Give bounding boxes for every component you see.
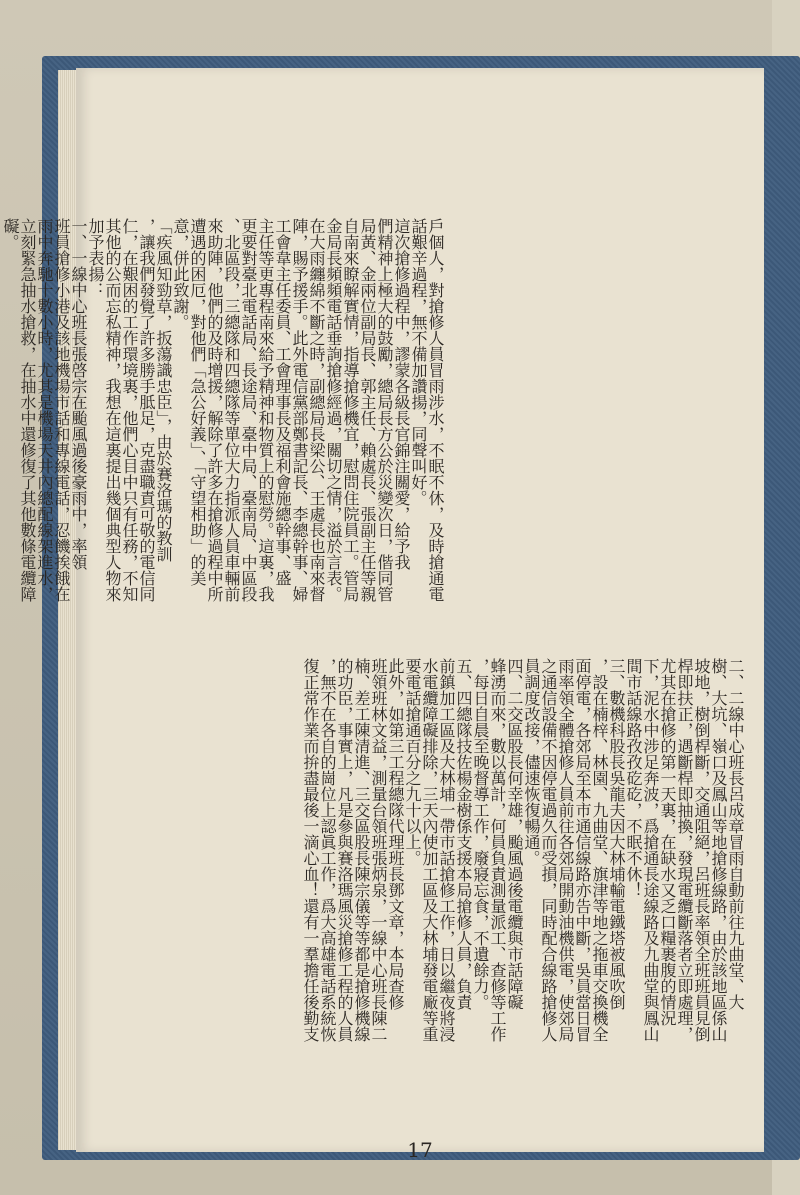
text-line: 水電纜障礙排除，三天內使加工區及大林埔發電廠等重 bbox=[420, 658, 439, 1042]
text-line: ，每日自晨至晚督導工作，廢寢忘食，不遺餘力。 bbox=[471, 658, 490, 1010]
text-line: 要電話搶通百分之九十以上。 bbox=[403, 658, 422, 866]
text-line: 尤其在搶修的第一天裏，在缺水又乏口糧裹腹的情況 bbox=[658, 658, 677, 1026]
text-line: ，無不在各自的崗位上認眞工作，爲大高雄電話系統恢 bbox=[318, 658, 337, 1042]
text-line: 面停電，各郊局至本市通信線路亦告中斷，吳員當日冒 bbox=[573, 658, 592, 1042]
text-line: 其他的公而忘私精神，我想在這裏提出幾個典型人物來 bbox=[103, 218, 122, 602]
text-line: 在大雨纏綿不斷之時，副總局長梁公、王處長也南來督 bbox=[307, 218, 326, 602]
text-line: 陣，賜予援手。此外電信黨部鄭書記長、李總幹事、婦 bbox=[290, 218, 309, 602]
text-line: 二、二線中心班長呂成章冒雨自動前往九曲堂、大 bbox=[726, 658, 745, 1010]
text-line: 更要對臺北電話局、長途局、臺中局、臺南局、中區段 bbox=[239, 218, 258, 602]
text-line: 前鎮加工區及大林埔一帶市話搶修工作，日以繼夜將浸 bbox=[437, 658, 456, 1042]
text-line: 坡地，樹倒桿斷，交通阻絕，呂班長率領全班班員見倒 bbox=[692, 658, 711, 1042]
text-line: 這次搶修過程中，謬蒙各級長官錦注關愛，給予我 bbox=[392, 218, 411, 570]
text-line: 雨率領全體搶修人員前往各郊局開動油機供電，使郊局 bbox=[556, 658, 575, 1042]
text-line: 四、二交區股長何幸雄，颱風過後電纜與市話障礙 bbox=[505, 658, 524, 1010]
text-line: ，讓我們發覺了許多勝手胝足，克盡職責可敬的電信同 bbox=[137, 218, 156, 602]
text-line: 的功臣，事實上，凡是參與賽洛瑪風災搶修工程的人員 bbox=[335, 658, 354, 1042]
right-text-block bbox=[301, 658, 745, 1078]
left-text-block bbox=[1, 218, 445, 638]
text-line: 立刻緊急抽水搶救，在抽水中還修復了其他數條電纜障 bbox=[18, 218, 37, 602]
text-line: 蜂湧而來，數以萬計，何員負責測量派工、查修等工作 bbox=[488, 658, 507, 1042]
page-number: 17 bbox=[407, 1138, 433, 1162]
text-line: 五、四總隊技佐楊金樹係支援本局搶修人員，負責 bbox=[454, 658, 473, 1010]
text-line: 楠、差工陳清進、三交區股長陳宗儀等等都是搶修機線 bbox=[352, 658, 371, 1042]
text-line: 、北區段，三總隊和四總隊等單位大力指派人員車輛前 bbox=[222, 218, 241, 602]
text-line: 之通信設備不因停電過久而受損，同時配合線路搶修人 bbox=[539, 658, 558, 1042]
text-line: 「疾風知勁草，扳蕩識忠臣」，由於賽洛瑪的教訓 bbox=[154, 218, 173, 562]
text-line: 話艱辛過程，無不備加讚揚，同聲叫好。 bbox=[409, 218, 428, 506]
text-line: 們精神上極大的鼓勵，總局長方公於災變次日，偕同管 bbox=[375, 218, 394, 602]
text-line: 仁，在艱困的工作環境裏，他們心目中只有任務，不知 bbox=[120, 218, 139, 602]
text-line: 樹、大坑、嶺口及鳳山等地搶修線路，由於該地區係山 bbox=[709, 658, 728, 1042]
text-line: 員調度改接，儘速恢復暢通。 bbox=[522, 658, 541, 866]
text-line: 戶個人，對搶修人員冒雨涉水，不眠不休，及時搶通電 bbox=[426, 218, 445, 602]
text-line: 此外，如第三工程總隊代理班長鄧文章，本局查修 bbox=[386, 658, 405, 1010]
text-line: 間市話線路孜孜矻矻，不眠不休！ bbox=[624, 658, 643, 898]
text-line: 雨中奔馳十數小時，尤其是機場天井內總配線架進水， bbox=[35, 218, 54, 602]
text-line: 自南來瞭解實情，指導搶修機宜，慰問住院員工。管局 bbox=[341, 218, 360, 602]
text-line: 遭遇的困厄，對他們「急公好義」、「守望相助」的美 bbox=[188, 218, 207, 586]
text-line: 下，泥水中涉足奔波，爲搶通長途線路及九曲堂與鳳山 bbox=[641, 658, 660, 1042]
text-line: 工會韋主任委員、工會理事長及福利會施總幹事、盛 bbox=[273, 218, 292, 586]
text-line: 加予表揚： bbox=[86, 218, 105, 298]
text-line: 班員搶修小港及該地機場市話和專線電話，忍饑挨餓在 bbox=[52, 218, 71, 602]
text-line: 金局長頻頻電話垂詢搶修經過，關切之情，溢於言表。 bbox=[324, 218, 343, 602]
text-line: 意，併此致謝。 bbox=[171, 218, 190, 330]
text-line: 來助陣，他們的及時增援，解除了許多在搶修過程中所 bbox=[205, 218, 224, 602]
text-line: 班領班林文益，測量台領班張炳泉，一線中心班長陳二 bbox=[369, 658, 388, 1042]
text-line: 礙。 bbox=[1, 218, 20, 250]
text-line: 桿即扶正，遇斷桿即抽換，發現電纜斷落者立即處理， bbox=[675, 658, 694, 1042]
text-line: 三、數機科股長吳龍夫因大林埔輸電鐵塔被風吹倒 bbox=[607, 658, 626, 1010]
book-page bbox=[1, 68, 764, 1162]
text-line: 一、一線中心班長張啓宗在颱風過後豪雨中，率領 bbox=[69, 218, 88, 570]
text-line: 主任等更專程南來給予精神和物質上的慰勞。這裏，我 bbox=[256, 218, 275, 602]
text-line: 復正常作業而拚盡最後一滴心血！還有一羣擔任後勤支 bbox=[301, 658, 320, 1042]
text-line: ，設在楠梓、林園、九曲堂、旗津等地之拖車交換機全 bbox=[590, 658, 609, 1042]
text-line: 局黃、金兩位副局長、郭主任、賴處長、張副主任等親 bbox=[358, 218, 377, 602]
